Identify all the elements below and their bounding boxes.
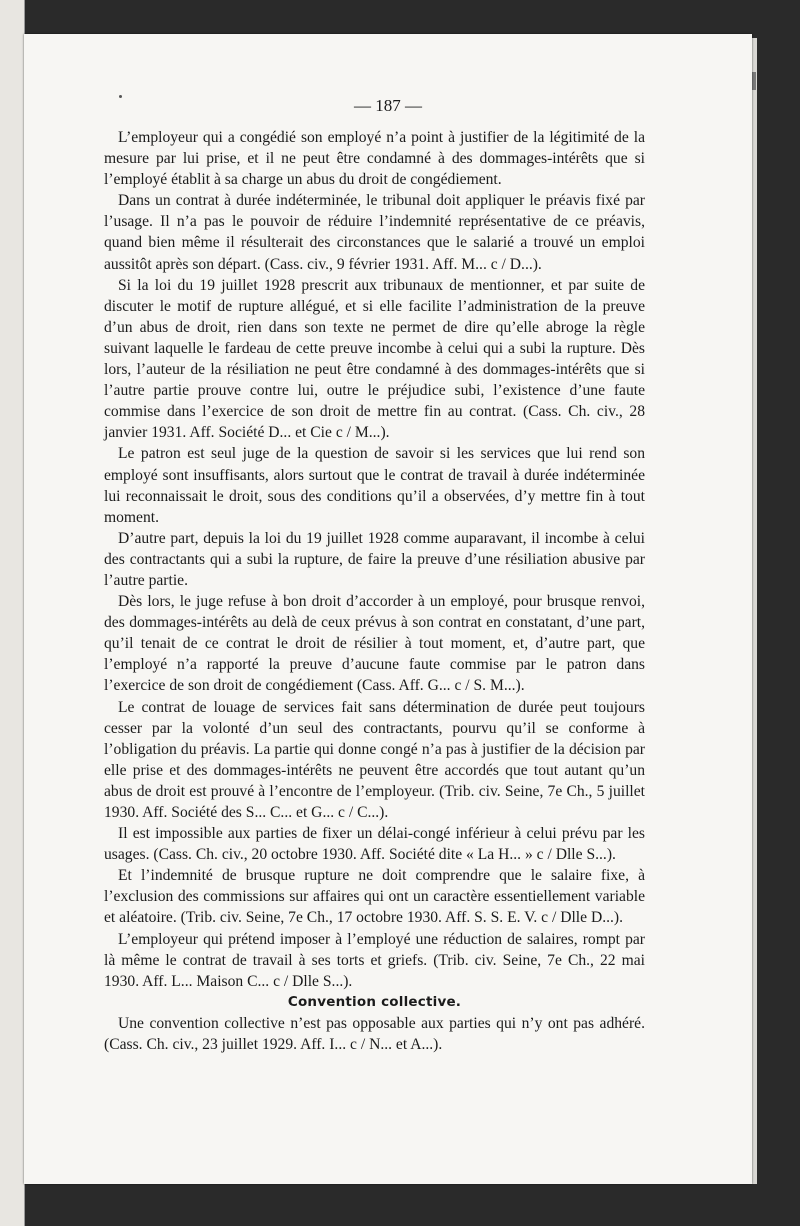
paragraph-5: D’autre part, depuis la loi du 19 juillet 1928 comme auparavant, il incombe à celui des contractants qui a subi la rupture, de faire la preuve d’une résiliation abusive par l’autre partie. — [104, 529, 645, 589]
section-heading: Convention collective. — [287, 993, 462, 1010]
paragraph-3: Si la loi du 19 juillet 1928 prescrit aux tribunaux de mentionner, et par suite de discuter le motif de rupture allégué, et si elle facilite l’administration de la preuve d’un abus de droit, rien dans son texte ne permet de dire qu’elle abroge la règle suivant laquelle le fardeau de cette preuve incombe à celui qui a subi la rupture. Dès lors, l’auteur de la résiliation ne peut être condamné à des dommages-intérêts que si l’autre partie prouve contre lui, outre le préjudice subi, l’existence d’une faute commise dans l’exercice de son droit de mettre fin au contrat. (Cass. Ch. civ., 28 janvier 1931. Aff. Société D... et Cie c / M...). — [104, 276, 645, 442]
adjacent-page-edge — [0, 0, 25, 1226]
paragraph-7: Le contrat de louage de services fait sans détermination de durée peut toujours cesser par la volonté d’un seul des contractants, pourvu qu’il se conforme à l’obligation du préavis. La partie qui donne congé n’a pas à justifier de la décision par elle prise et des dommages-intérêts ne peuvent être accordés que tout autant qu’un abus de droit est prouvé à l’encontre de l’employeur. (Trib. civ. Seine, 7e Ch., 5 juillet 1930. Aff. Société des S... C... et G... c / C...). — [104, 698, 645, 821]
paragraph-2: Dans un contrat à durée indéterminée, le tribunal doit appliquer le préavis fixé par l’usage. Il n’a pas le pouvoir de réduire l’indemnité représentative de ce préavis, quand bien même il résulterait des circonstances que le salarié a trouvé un emploi aussitôt après son départ. (Cass. civ., 9 février 1931. Aff. M... c / D...). — [104, 192, 645, 273]
paragraph-10: L’employeur qui prétend imposer à l’employé une réduction de salaires, rompt par là même le contrat de travail à ses torts et griefs. (Trib. civ. Seine, 7e Ch., 22 mai 1930. Aff. L... Maison C... c / Dlle S...). — [104, 930, 645, 990]
paragraph-4: Le patron est seul juge de la question de savoir si les services que lui rend son employé sont insuffisants, alors surtout que le contrat de travail à durée indéterminée lui reconnaissait le droit, sous des conditions qu’il a observées, d’y mettre fin à tout moment. — [104, 445, 645, 526]
paragraph-6: Dès lors, le juge refuse à bon droit d’accorder à un employé, pour brusque renvoi, des dommages-intérêts au delà de ceux prévus à son contrat en constatant, d’une part, qu’il tenait de ce contrat le droit de résilier à tout moment, et, d’autre part, que l’employé n’a rapporté la preuve d’aucune faute commise par le patron dans l’exercice de son droit de congédiement (Cass. Aff. G... c / S. M...). — [104, 593, 645, 695]
page-number: — 187 — — [354, 96, 422, 115]
paragraph-final: Une convention collective n’est pas opposable aux parties qui n’y ont pas adhéré. (Cass. Ch. civ., 23 juillet 1929. Aff. I... c / N... et A...). — [104, 1014, 645, 1054]
paragraph-9: Et l’indemnité de brusque rupture ne doit comprendre que le salaire fixe, à l’exclusion des commissions sur affaires qui ont un caractère essentiellement variable et aléatoire. (Trib. civ. Seine, 7e Ch., 17 octobre 1930. Aff. S. S. E. V. c / Dlle D...). — [104, 867, 645, 927]
paragraph-1: L’employeur qui a congédié son employé n’a point à justifier de la légitimité de la mesure par lui prise, et il ne peut être condamné à des dommages-intérêts que si l’employé établit à sa charge un abus du droit de congédiement. — [104, 129, 645, 189]
body-text — [104, 127, 645, 1055]
paragraph-8: Il est impossible aux parties de fixer un délai-congé inférieur à celui prévu par les usages. (Cass. Ch. civ., 20 octobre 1930. Aff. Société dite « La H... » c / Dlle S...). — [104, 825, 645, 864]
